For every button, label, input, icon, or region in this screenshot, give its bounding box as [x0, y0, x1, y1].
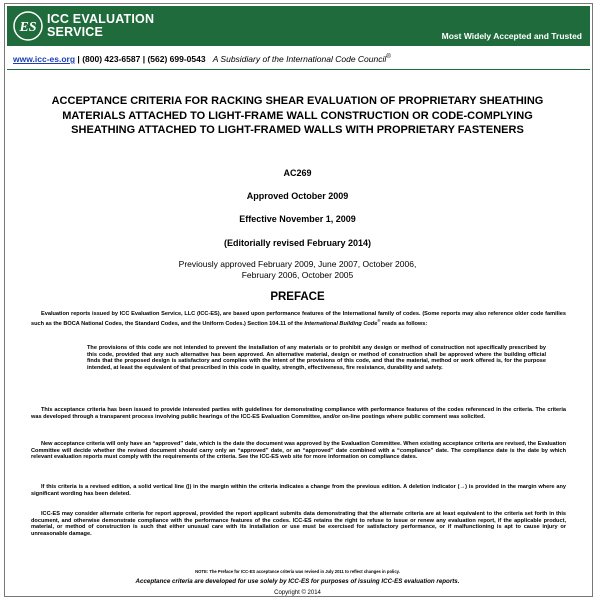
subsidiary-text: A Subsidiary of the International Code Council®	[212, 54, 391, 64]
svg-text:ES: ES	[19, 20, 37, 35]
preface-paragraph-1: Evaluation reports issued by ICC Evaluation Service, LLC (ICC-ES), are based upon performance features of the International family of codes. (Some reports may also reference older code families such as the BOCA National Codes, the Standard Codes, and the Uniform Codes.) Section 104.11 of the International Building Code® reads as follows:	[31, 311, 566, 327]
icc-es-logo-icon	[13, 11, 43, 41]
logo-line-1: ICC EVALUATION	[47, 12, 155, 26]
logo-line-2: SERVICE	[47, 25, 104, 39]
header-divider	[7, 69, 590, 70]
preface-paragraph-4: If this criteria is a revised edition, a solid vertical line (|) in the margin within the criteria indicates a change from the previous edition. A deletion indicator (→) is provided in the margin where any significant wording has been deleted.	[31, 484, 566, 497]
acceptance-statement: Acceptance criteria are developed for use solely by ICC-ES for purposes of issuing ICC-ES evaluation reports.	[135, 578, 460, 585]
logo-text	[47, 13, 154, 39]
effective-date: Effective November 1, 2009	[239, 214, 356, 224]
contact-line	[13, 54, 588, 64]
document-code: AC269	[283, 168, 312, 178]
code-quote: The provisions of this code are not intended to prevent the installation of any materials or to prohibit any design or method of construction not specifically prescribed by this code, provided that any such alternative has been approved. An alternative material, design or method of construction shall be approved where the building official finds that the proposed design is satisfactory and complies with the intent of the provisions of this code, and that the material, method or work offered is, for the purpose intended, at least the equivalent of that prescribed in this code in quality, strength, effectiveness, fire resistance, durability and safety.	[87, 345, 546, 372]
phone-2: (562) 699-0543	[147, 54, 206, 64]
preface-paragraph-3: New acceptance criteria will only have an “approved” date, which is the date the document was approved by the Evaluation Committee. When existing acceptance criteria are revised, the Evaluation Committee will decide whether the revised document should carry only an “approved” date, or an “approved” date combined with a “compliance” date. The compliance date is the date by which relevant evaluation reports must comply with the requirements of the criteria. See the ICC-ES web site for more information on compliance dates.	[31, 441, 566, 461]
copyright: Copyright © 2014	[274, 590, 321, 596]
preface-note: NOTE: The Preface for ICC-ES acceptance criteria was revised in July 2011 to reflect changes in policy.	[195, 569, 400, 574]
header-bar	[7, 6, 590, 46]
previously-approved: Previously approved February 2009, June 2007, October 2006, February 2006, October 2005	[178, 259, 417, 280]
revised-date: (Editorially revised February 2014)	[223, 238, 372, 248]
preface-paragraph-2: This acceptance criteria has been issued to provide interested parties with guidelines for demonstrating compliance with performance features of the codes referenced in the criteria. The criteria was developed through a transparent process involving public hearings of the ICC-ES Evaluation Committee, and/or on-line postings where public comment was solicited.	[31, 407, 566, 420]
separator: |	[77, 54, 80, 64]
document-page	[4, 3, 593, 597]
preface-heading: PREFACE	[270, 291, 325, 303]
approved-date: Approved October 2009	[246, 191, 349, 201]
separator: |	[142, 54, 146, 64]
document-title: ACCEPTANCE CRITERIA FOR RACKING SHEAR EVALUATION OF PROPRIETARY SHEATHING MATERIALS ATTACHED TO LIGHT-FRAME WALL CONSTRUCTION OR CODE-COMPLYING SHEATHING ATTACHED TO LIGHT-FRAMED WALLS WITH PROPRIETARY FASTENERS	[51, 95, 544, 136]
phone-1: (800) 423-6587	[82, 54, 141, 64]
website-link[interactable]: www.icc-es.org	[13, 54, 76, 64]
preface-paragraph-5: ICC-ES may consider alternate criteria for report approval, provided the report applicant submits data demonstrating that the alternate criteria are at least equivalent to the criteria set forth in this document, and otherwise demonstrate compliance with the performance features of the codes. ICC-ES retains the right to refuse to issue or renew any evaluation report, if the applicable product, material, or method of construction is such that either unusual care with its installation or use must be exercised for satisfactory performance, or if malfunctioning is apt to cause injury or unreasonable damage.	[31, 511, 566, 538]
tagline: Most Widely Accepted and Trusted	[441, 31, 582, 41]
